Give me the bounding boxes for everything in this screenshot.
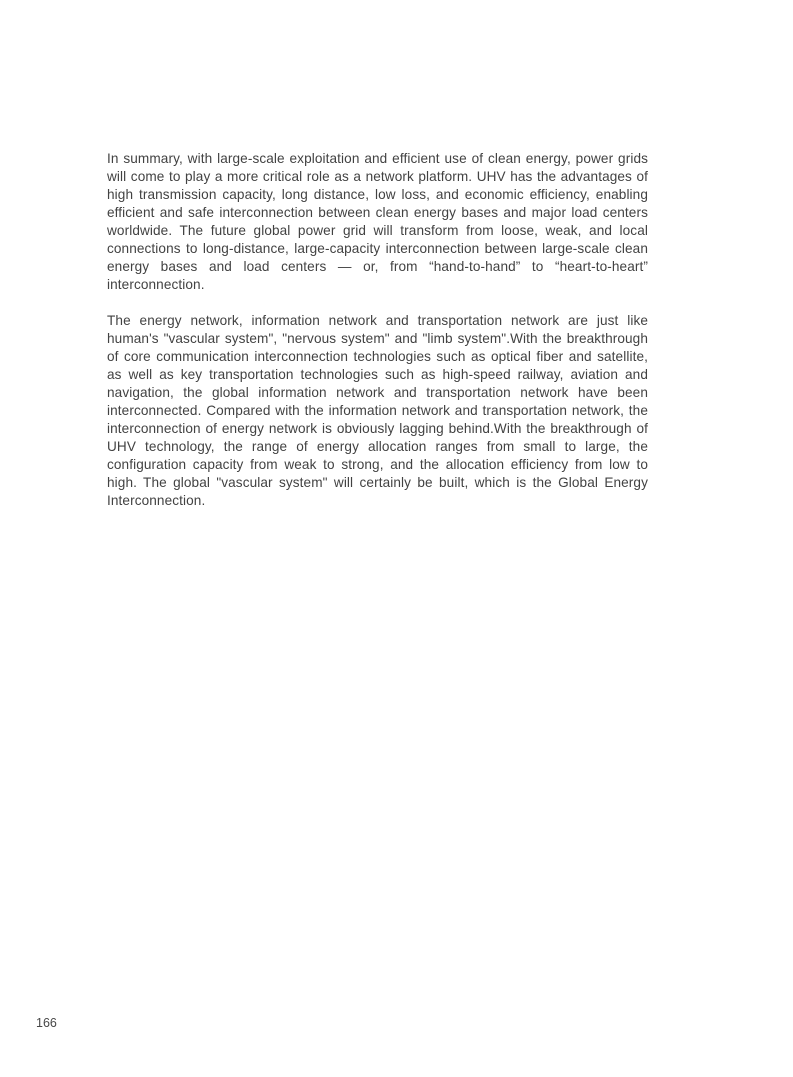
page-number: 166: [36, 1016, 57, 1030]
body-paragraph: The energy network, information network and transportation network are just like human's "vascular system", "nervous system" and "limb system".With the breakthrough of core communication interconnection technologies such as optical fiber and satellite, as well as key transportation technologies such as high-speed railway, aviation and navigation, the global information network and transportation network have been interconnected. Compared with the information network and transportation network, the interconnection of energy network is obviously lagging behind.With the breakthrough of UHV technology, the range of energy allocation ranges from small to large, the configuration capacity from weak to strong, and the allocation efficiency from low to high. The global "vascular system" will certainly be built, which is the Global Energy Interconnection.: [107, 313, 648, 508]
body-text-block: [107, 150, 648, 528]
body-paragraph: In summary, with large-scale exploitation and efficient use of clean energy, power grids will come to play a more critical role as a network platform. UHV has the advantages of high transmission capacity, long distance, low loss, and economic efficiency, enabling efficient and safe interconnection between clean energy bases and major load centers worldwide. The future global power grid will transform from loose, weak, and local connections to long-distance, large-capacity interconnection between large-scale clean energy bases and load centers — or, from “hand-to-hand” to “heart-to-heart” interconnection.: [107, 151, 648, 292]
